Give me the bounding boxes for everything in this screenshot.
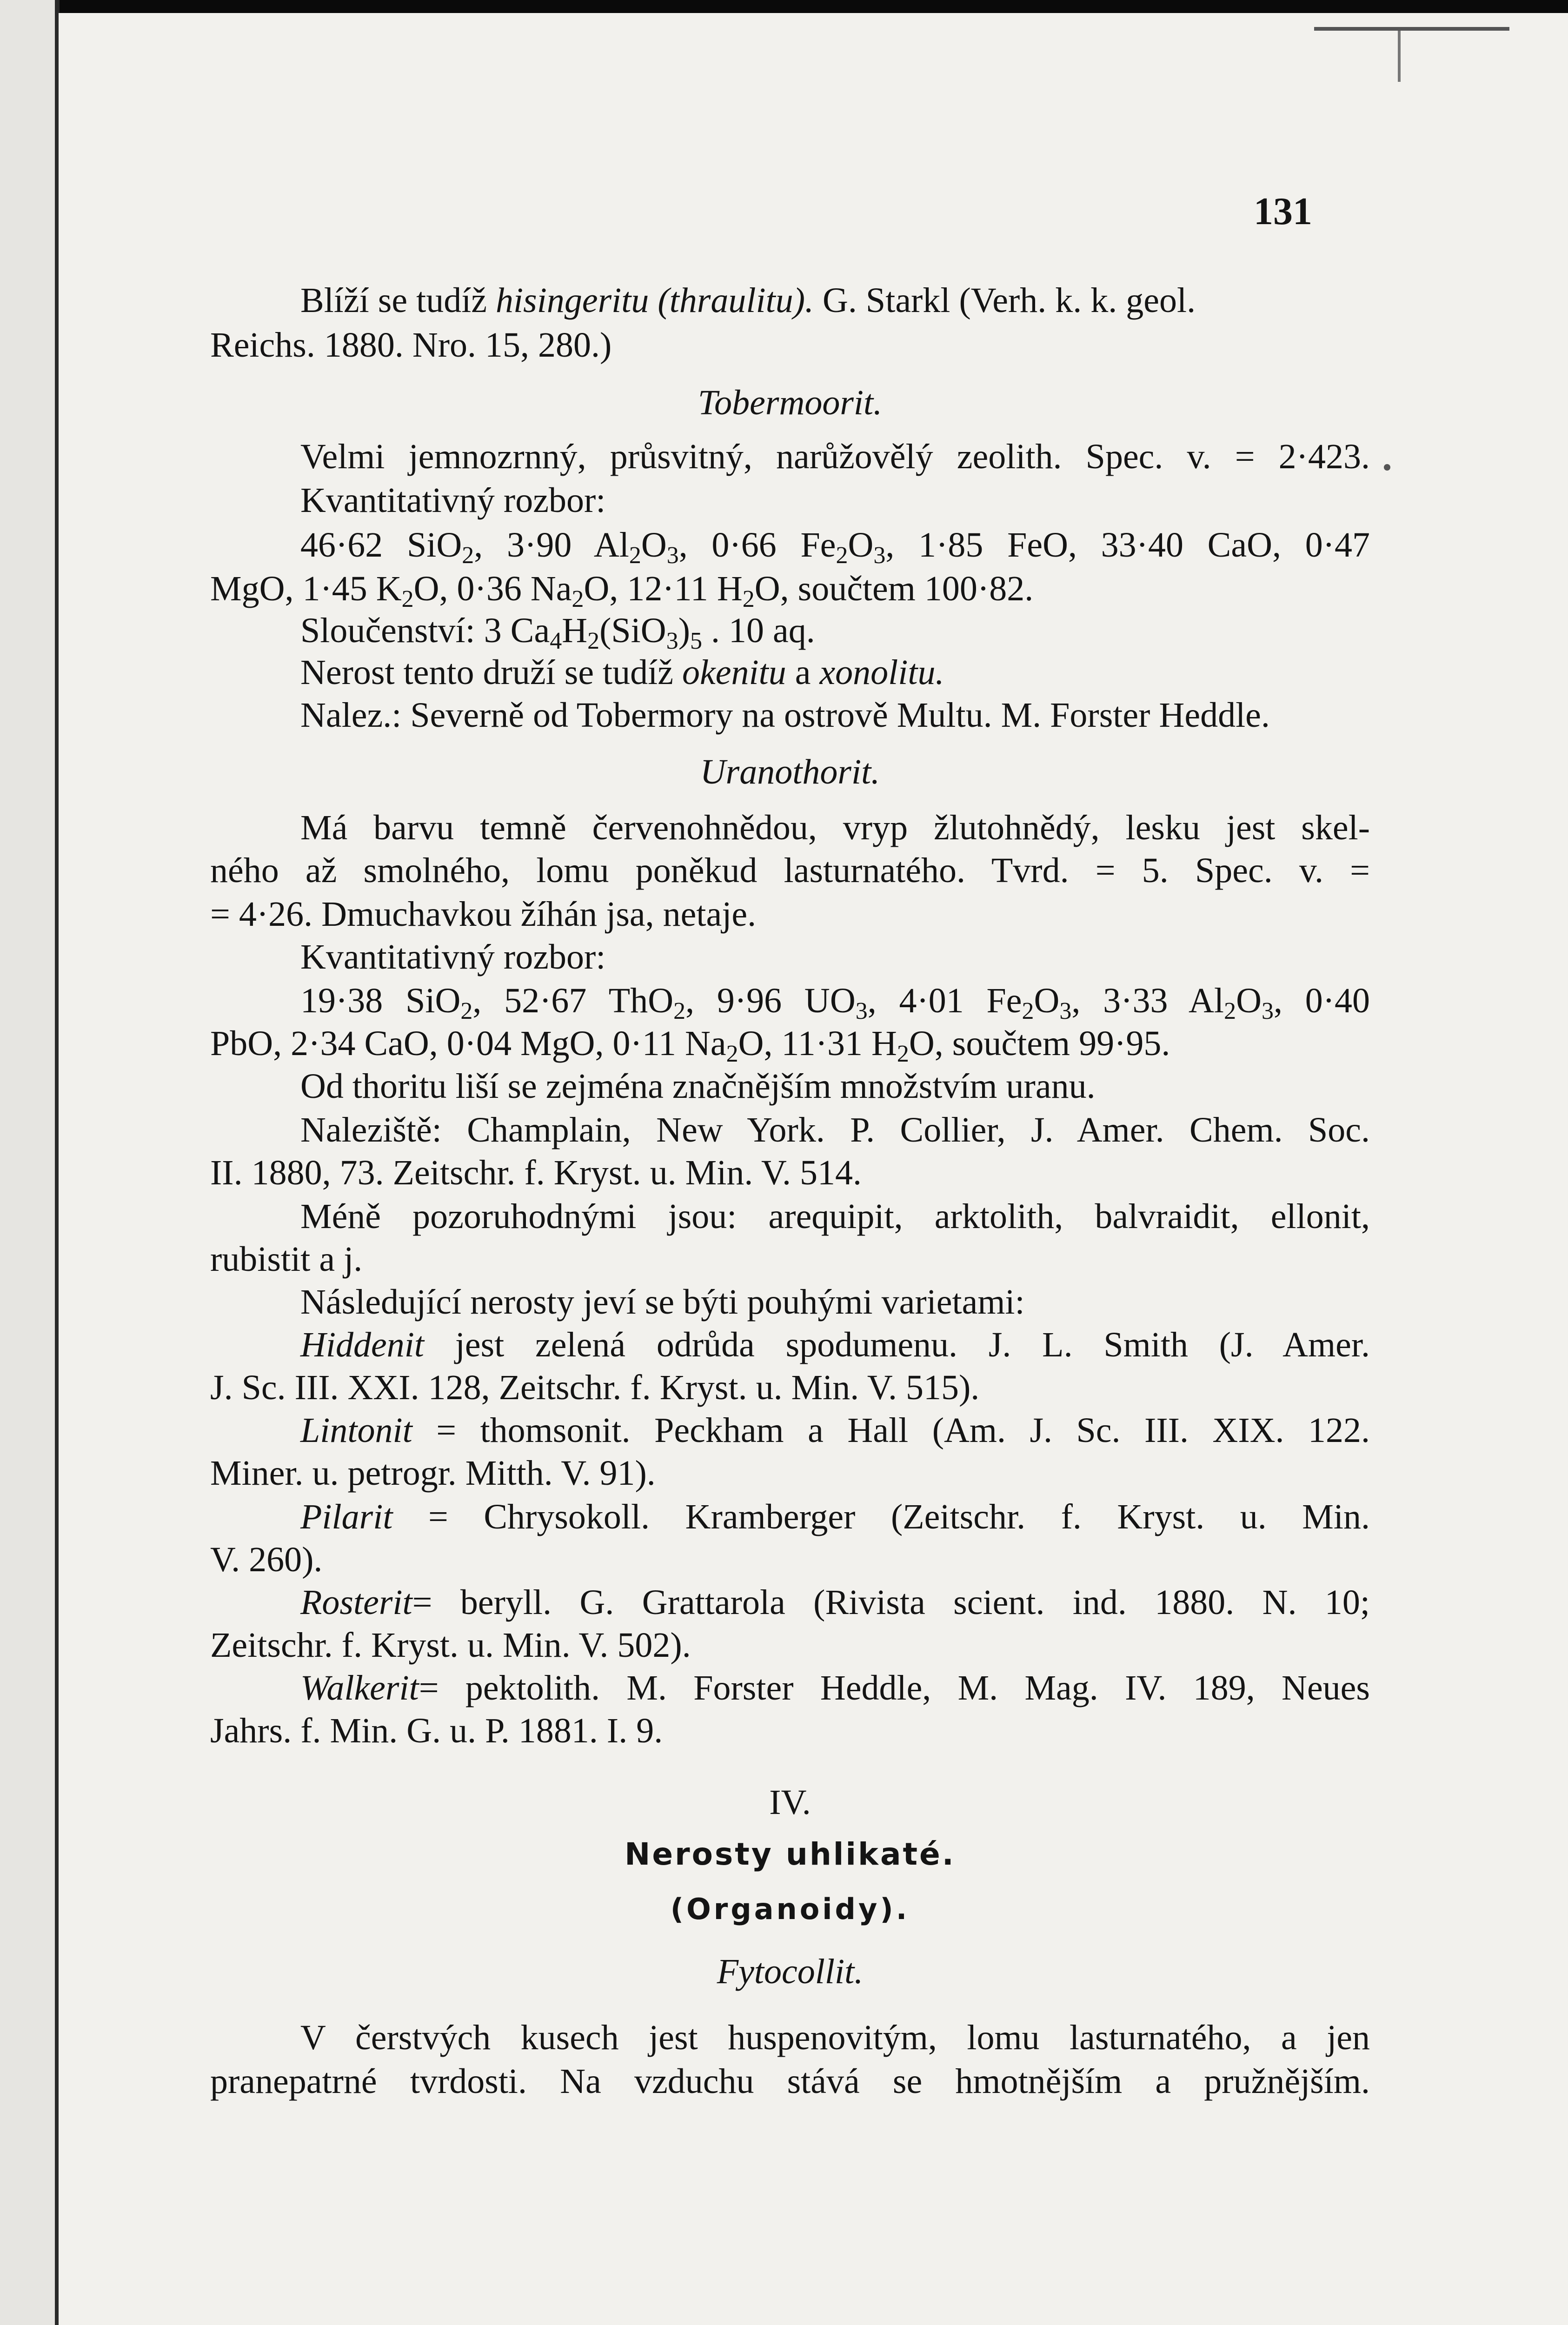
text-line: Od thoritu liší se zejména značnějším množstvím uranu. xyxy=(300,1067,1096,1106)
text-line: Kvantitativný rozbor: xyxy=(300,481,606,520)
text-line: Pilarit = Chrysokoll. Kramberger (Zeitschr. f. Kryst. u. Min. xyxy=(300,1497,1370,1536)
italic-term: Rosterit xyxy=(300,1583,412,1622)
mineral-heading-uranothorit: Uranothorit. xyxy=(700,752,880,791)
book-page xyxy=(59,13,1568,2325)
text-line: Následující nerosty jeví se býti pouhými varietami: xyxy=(300,1282,1025,1322)
text-line: Naleziště: Champlain, New York. P. Collier, J. Amer. Chem. Soc. xyxy=(300,1110,1370,1149)
text-run: G. Starkl (Verh. k. k. geol. xyxy=(823,281,1196,320)
text-line: J. Sc. III. XXI. 128, Zeitschr. f. Kryst. u. Min. V. 515). xyxy=(210,1368,980,1407)
italic-term: Pilarit xyxy=(300,1497,393,1536)
text-line: V čerstvých kusech jest huspenovitým, lomu lasturnatého, a jen xyxy=(300,2018,1370,2057)
text-line: Miner. u. petrogr. Mitth. V. 91). xyxy=(210,1454,656,1493)
text-line: ného až smolného, lomu poněkud lasturnatého. Tvrd. = 5. Spec. v. = xyxy=(210,851,1370,890)
page-number: 131 xyxy=(1254,190,1312,233)
text-line: Hiddenit jest zelená odrůda spodumenu. J. L. Smith (J. Amer. xyxy=(300,1325,1370,1364)
text-line: Nalez.: Severně od Tobermory na ostrově Multu. M. Forster Heddle. xyxy=(300,696,1270,735)
formula-line: PbO, 2·34 CaO, 0·04 MgO, 0·11 $Na_2O$, 11·31 $H_2O$, součtem 99·95. xyxy=(210,1024,1170,1067)
text-line: Reichs. 1880. Nro. 15, 280.) xyxy=(210,326,612,365)
scan-mark xyxy=(1314,27,1509,31)
italic-term: okenitu xyxy=(682,653,786,692)
mineral-heading-fytocollit: Fytocollit. xyxy=(717,1952,864,1991)
page-left-margin xyxy=(0,0,59,2325)
text-line: Kvantitativný rozbor: xyxy=(300,937,606,976)
formula-line: 46·62 SiO$_2$, 3·90 $Al_2O_3$, 0·66 $Fe_2O_3$, 1·85 FeO, 33·40 CaO, 0·47 xyxy=(300,525,1370,569)
italic-term: Lintonit xyxy=(300,1411,412,1450)
scan-mark xyxy=(1398,31,1401,82)
italic-term: Walkerit xyxy=(300,1668,419,1707)
text-line: Nerost tento druží se tudíž okenitu a xonolitu. xyxy=(300,653,944,692)
mineral-heading-tobermoorit: Tobermoorit. xyxy=(698,383,883,422)
text-line: II. 1880, 73. Zeitschr. f. Kryst. u. Min. V. 514. xyxy=(210,1153,862,1192)
text-line: Walkerit= pektolith. M. Forster Heddle, M. Mag. IV. 189, Neues xyxy=(300,1668,1370,1707)
formula-line: MgO, 1·45 $K_2O$, 0·36 $Na_2O$, 12·11 $H_2O$, součtem 100·82. xyxy=(210,569,1034,612)
chapter-subtitle: (Organoidy). xyxy=(670,1892,910,1926)
text-line: Rosterit= beryll. G. Grattarola (Rivista scient. ind. 1880. N. 10; xyxy=(300,1583,1370,1622)
text-line xyxy=(59,278,1568,323)
text-line: Jahrs. f. Min. G. u. P. 1881. I. 9. xyxy=(210,1711,663,1750)
text-line: Zeitschr. f. Kryst. u. Min. V. 502). xyxy=(210,1626,691,1665)
italic-term: xonolitu. xyxy=(819,653,944,692)
chapter-number: IV. xyxy=(769,1783,811,1822)
text-line: Má barvu temně červenohnědou, vryp žlutohnědý, lesku jest skel- xyxy=(300,808,1370,847)
text-line: Lintonit = thomsonit. Peckham a Hall (Am. J. Sc. III. XIX. 122. xyxy=(300,1411,1370,1450)
text-line: V. 260). xyxy=(210,1540,323,1579)
text-run: Blíží se tudíž xyxy=(300,281,487,320)
formula-line: Sloučenství: 3 $Ca_4H_2(SiO_3)_5$ . 10 aq. xyxy=(300,611,815,654)
text-line: pranepatrné tvrdosti. Na vzduchu stává se hmotnějším a pružnějším. xyxy=(210,2062,1370,2101)
formula-line: 19·38 SiO$_2$, 52·67 ThO$_2$, 9·96 $UO_3$, 4·01 $Fe_2O_3$, 3·33 $Al_2O_3$, 0·40 xyxy=(300,981,1370,1024)
chapter-title: Nerosty uhlikaté. xyxy=(625,1836,956,1872)
italic-term: Hiddenit xyxy=(300,1325,424,1364)
scan-dot xyxy=(1384,464,1390,471)
italic-term: hisingeritu (thraulitu). xyxy=(496,281,814,320)
text-line: = 4·26. Dmuchavkou žíhán jsa, netaje. xyxy=(210,895,757,934)
text-line: Velmi jemnozrnný, průsvitný, narůžovělý zeolith. Spec. v. = 2·423. xyxy=(300,437,1370,476)
text-line: rubistit a j. xyxy=(210,1240,363,1279)
text-line: Méně pozoruhodnými jsou: arequipit, arktolith, balvraidit, ellonit, xyxy=(300,1197,1370,1236)
